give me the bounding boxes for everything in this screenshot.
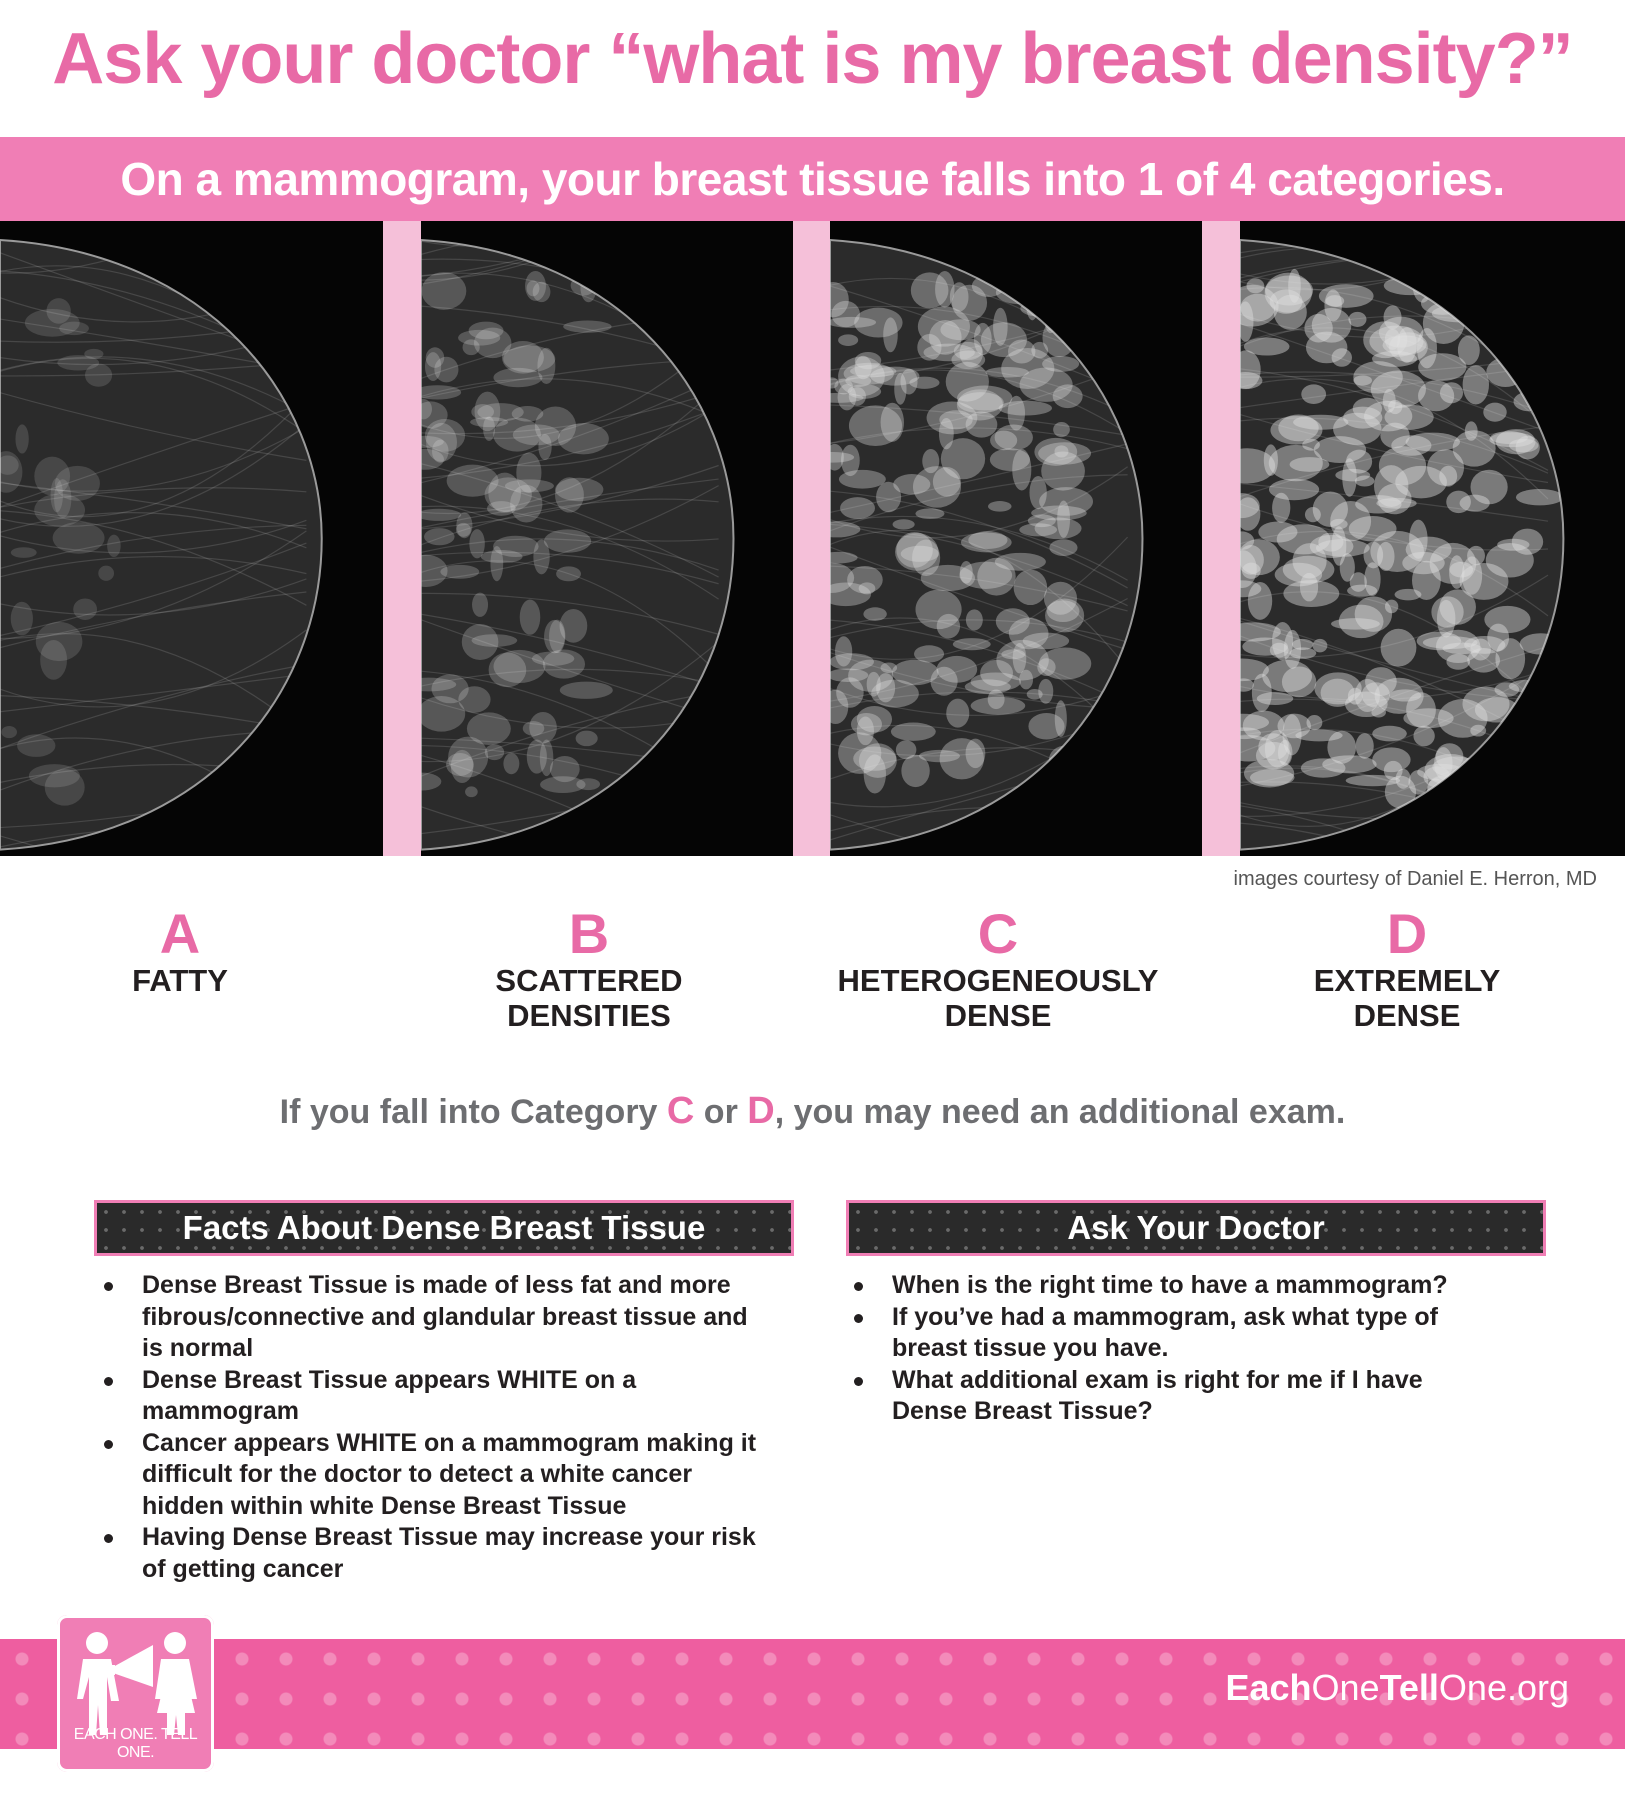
website-link[interactable] [1225,1667,1569,1709]
category-c [818,902,1178,1033]
bullet-icon [104,1534,113,1543]
list-item [100,1270,760,1365]
page-title: Ask your doctor “what is my breast density?” [52,19,1573,99]
category-letter: A [159,902,201,965]
note-text: If you fall into Category [279,1093,667,1131]
subtitle: On a mammogram, your breast tissue falls into 1 of 4 categories. [120,153,1505,205]
list-item [850,1365,1490,1428]
category-d [1227,902,1587,1033]
each-one-tell-one-logo [57,1615,214,1772]
category-name: HETEROGENEOUSLY DENSE [837,963,1159,1033]
category-letter: C [977,902,1019,965]
mammogram-image-c [830,221,1202,856]
additional-exam-note [0,1090,1625,1133]
site-text: Tell [1379,1667,1439,1708]
site-text: Each [1225,1667,1312,1708]
site-text: One [1311,1667,1380,1708]
facts-heading-text: Facts About Dense Breast Tissue [182,1209,706,1246]
image-credit: images courtesy of Daniel E. Herron, MD [1233,868,1597,890]
facts-list [100,1270,760,1585]
fact-text: Cancer appears WHITE on a mammogram making it difficult for the doctor to detect a white cancer hidden within white Dense Breast Tissue [142,1428,757,1520]
ask-doctor-list [850,1270,1490,1428]
bullet-icon [104,1282,113,1291]
site-text: One.org [1438,1667,1569,1708]
fact-text: Dense Breast Tissue appears WHITE on a mammogram [142,1365,637,1425]
category-name: EXTREMELY DENSE [1313,963,1501,1033]
image-separator [793,221,830,856]
bullet-icon [104,1377,113,1386]
image-separator [1202,221,1240,856]
fact-text: Dense Breast Tissue is made of less fat and more fibrous/connective and glandular breast tissue and is normal [142,1271,748,1362]
mammogram-image-b [421,221,793,856]
image-separator [383,221,421,856]
list-item [850,1270,1490,1302]
question-text: When is the right time to have a mammogram? [892,1271,1448,1299]
category-letter: B [568,902,610,965]
breast-tissue-graphic [0,221,383,856]
breast-tissue-graphic [421,221,793,856]
note-category-d: D [747,1090,775,1132]
question-text: What additional exam is right for me if I have Dense Breast Tissue? [892,1365,1423,1425]
category-name: FATTY [132,963,228,998]
mammogram-image-d [1240,221,1625,856]
list-item [100,1365,760,1428]
mammogram-strip [0,221,1625,856]
facts-heading [94,1200,794,1256]
category-b [409,902,769,1033]
bullet-icon [854,1377,863,1386]
note-text: , you may need an additional exam. [774,1093,1346,1131]
list-item [100,1428,760,1523]
breast-tissue-graphic [1240,221,1625,856]
ask-doctor-heading [846,1200,1546,1256]
bullet-icon [104,1440,113,1449]
bullet-icon [854,1314,863,1323]
bullet-icon [854,1282,863,1291]
fact-text: Having Dense Breast Tissue may increase your risk of getting cancer [142,1523,756,1583]
note-category-c: C [666,1090,695,1132]
logo-text: EACH ONE. TELL ONE. [73,1726,198,1761]
note-text: or [694,1093,748,1131]
subtitle-band [0,137,1625,221]
mammogram-image-a [0,221,383,856]
breast-tissue-graphic [830,221,1202,856]
ask-doctor-heading-text: Ask Your Doctor [1067,1209,1325,1246]
question-text: If you’ve had a mammogram, ask what type of breast tissue you have. [892,1302,1438,1362]
list-item [850,1302,1490,1365]
list-item [100,1522,760,1585]
category-letter: D [1386,902,1428,965]
category-name: SCATTERED DENSITIES [495,963,683,1033]
category-a [0,902,360,998]
